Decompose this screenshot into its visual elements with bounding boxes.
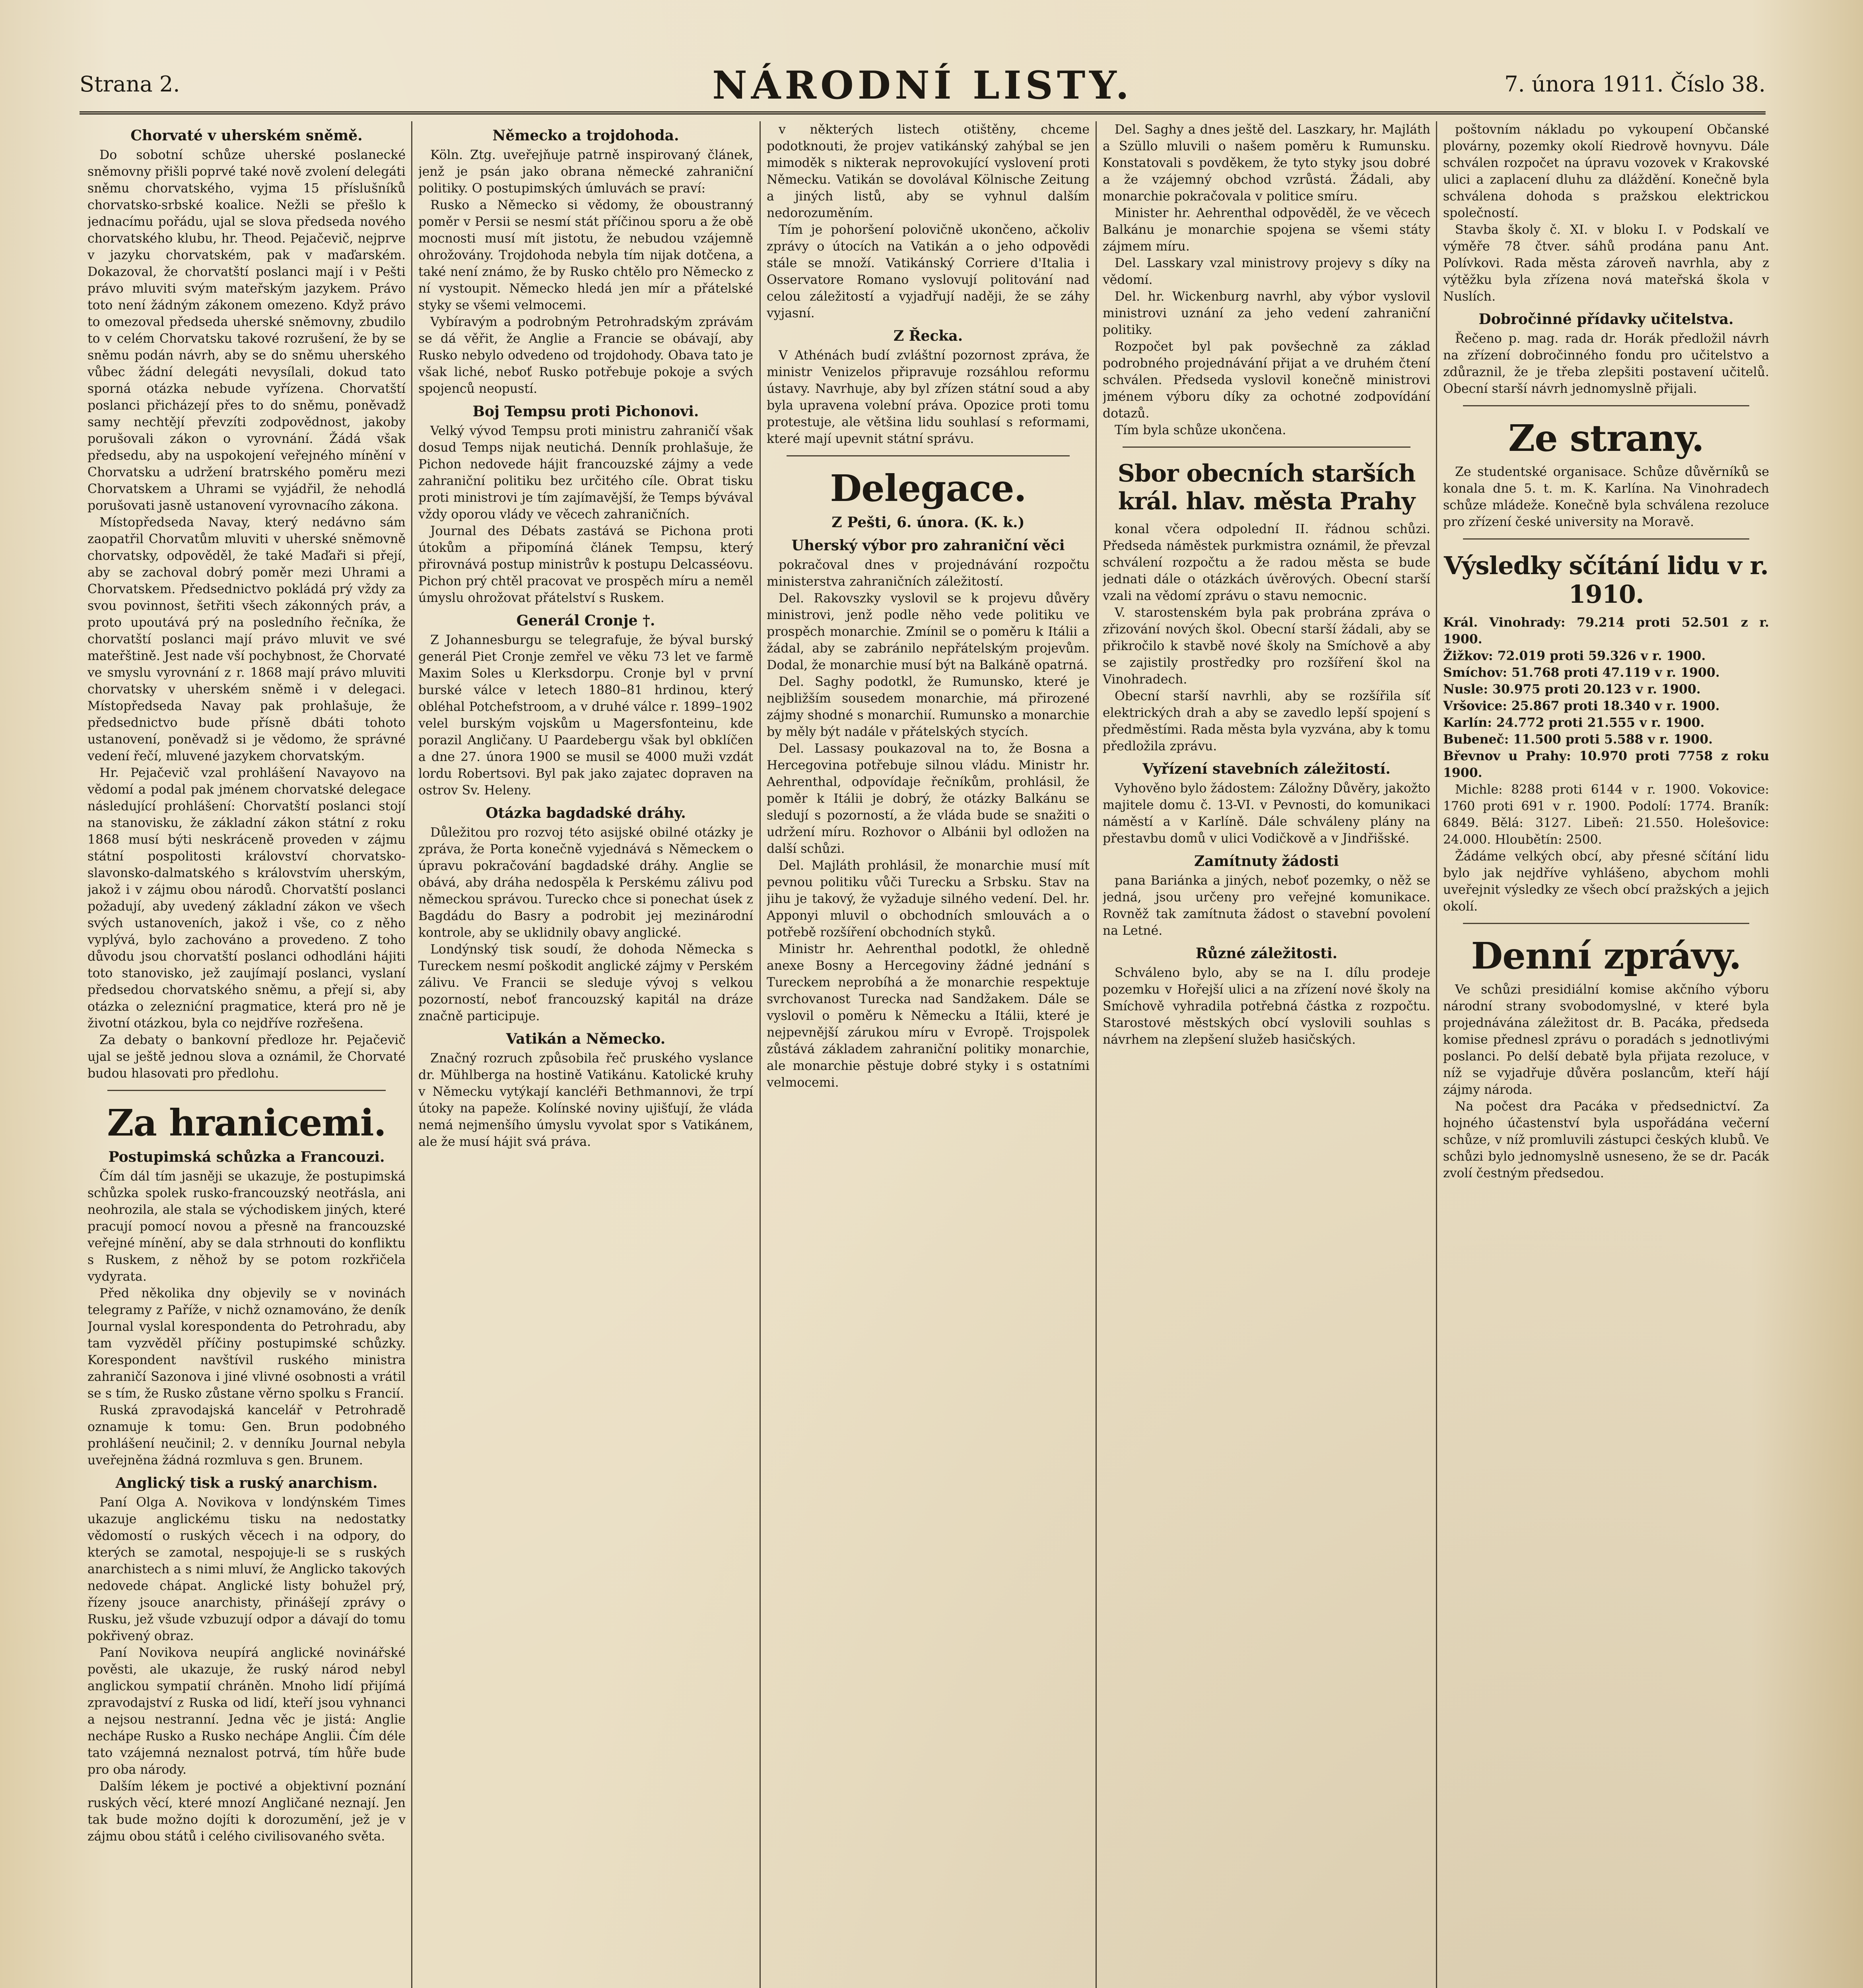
column-1	[87, 121, 406, 1988]
article-paragraph: Důležitou pro rozvoj této asijské obilné otázky je zpráva, že Porta konečně vyjednává s Německem o úpravu pokračování bagdadské dráhy. Anglie se obává, aby dráha nedospěla k Perskému zálivu pod německou správou. Turecko chce si ponechat úsek z Bagdádu do Basry a podrobit jej mezinárodní kontrole, aby se uklidnily obavy anglické.	[418, 825, 753, 940]
masthead-title: NÁRODNÍ LISTY.	[712, 63, 1133, 108]
article-paragraph: Hr. Pejačevič vzal prohlášení Navayovo na vědomí a podal pak jménem chorvatské delegace následující prohlášení: Chorvatští poslanci stojí na stanovisku, že základní zákon státní z roku 1868 musí býti neskráceně proveden v zájmu státní pospolitosti království chorvatsko-slavonsko-dalmatského s královstvím uherským, jakož i v zájmu obou národů. Chorvatští poslanci požadují, aby uvedený základní zákon ve všech svých ustanoveních, jakož i vše, co z něho vyplývá, bylo zachováno a provedeno. Z toho důvodu jsou chorvatští poslanci odhodláni hájiti toto stanovisko, jež zaujímají poslanci, vyslaní předsedou chorvatského sněmu, a přejí si, aby otázka o zeleznićní pragmatice, která pro ně je životní otázkou, byla co nejdříve rozřešena.	[87, 766, 406, 1031]
dateline: Z Pešti, 6. února. (K. k.)	[831, 514, 1025, 531]
article-paragraph: Žádáme velkých obcí, aby přesné sčítání lidu bylo jak nejdříve vyhlášeno, abychom mohli uveřejnit výsledky ze všech obcí pražských a jejich okolí.	[1443, 849, 1769, 914]
article-paragraph: pana Bariánka a jiných, neboť pozemky, o něž se jedná, jsou určeny pro veřejné komunikace. Rovněž tak zamítnuta žádost o stavební povolení na Letné.	[1103, 874, 1430, 938]
section-title: Za hranicemi.	[107, 1101, 386, 1144]
column-rule	[1436, 121, 1437, 1988]
census-result: Karlín: 24.772 proti 21.555 v r. 1900.	[1443, 715, 1705, 730]
article-heading: Otázka bagdadské dráhy.	[486, 805, 686, 821]
section-divider	[1463, 923, 1749, 924]
census-results-list	[1443, 614, 1769, 781]
article-paragraph: V Athénách budí zvláštní pozornost zpráva, že ministr Venizelos připravuje rozsáhlou reformu ústavy. Navrhuje, aby byl zřízen státní soud a aby byla upravena volební práva. Opozice proti tomu protestuje, ale většina lidu souhlasí s reformami, které mají upevnit státní správu.	[767, 348, 1090, 446]
census-result: Žižkov: 72.019 proti 59.326 v r. 1900.	[1443, 648, 1706, 663]
article-heading: Vatikán a Německo.	[506, 1031, 666, 1047]
article-heading: Uherský výbor pro zahraniční věci	[791, 537, 1065, 554]
section-divider	[107, 1090, 386, 1091]
column-rule	[1096, 121, 1097, 1988]
article-paragraph: Za debaty o bankovní předloze hr. Pejačevič ujal se ještě jednou slova a oznámil, že Chorvaté budou hlasovati pro předlohu.	[87, 1033, 406, 1081]
section-title: Ze strany.	[1508, 417, 1704, 460]
page-number: Strana 2.	[80, 72, 180, 97]
article-heading: Vyřízení stavebních záležitostí.	[1142, 761, 1391, 777]
article-paragraph: Del. Saghy a dnes ještě del. Laszkary, hr. Majláth a Szüllo mluvili o našem poměru k Rumunsku. Konstatovali s povděkem, že tyto styky jsou dobré a že vzájemný obchod vzrůstá. Žádali, aby monarchie pokračovala v politice smíru.	[1103, 122, 1430, 204]
article-heading: Z Řecka.	[893, 328, 963, 344]
article-paragraph: Značný rozruch způsobila řeč pruského vyslance dr. Mühlberga na hostině Vatikánu. Katolické kruhy v Německu vytýkají kancléři Bethmannovi, že trpí útoky na papeže. Kolínské noviny ujišťují, že vláda nemá nejmenšího úmyslu vyvolat spor s Vatikánem, ale že musí hájit svá práva.	[418, 1051, 753, 1149]
section-divider	[1463, 538, 1749, 540]
census-result: Vršovice: 25.867 proti 18.340 v r. 1900.	[1443, 699, 1720, 713]
article-paragraph: Del. Lassasy poukazoval na to, že Bosna a Hercegovina potřebuje silnou vládu. Ministr hr. Aehrenthal, odpovídaje řečníkům, prohlásil, že poměr k Itálii je dobrý, že otázky Balkánu se sledují s pozorností, a že vláda bude se snažiti o udržení míru. Rozhovor o Albánii byl odložen na další schůzi.	[767, 742, 1090, 856]
issue-date: 7. února 1911. Číslo 38.	[1504, 72, 1766, 97]
column-5	[1443, 121, 1769, 1988]
article-paragraph: Do sobotní schůze uherské poslanecké sněmovny přišli poprvé také nově zvolení delegáti sněmu chorvatského, vyjma 15 příslušníků chorvatsko-srbské koalice. Nežli se přešlo k jednacímu pořádu, ujal se slova předseda nového chorvatského klubu, hr. Theod. Pejačevič, nejprve v jazyku chorvatském, pak v maďarském. Dokazoval, že chorvatští poslanci mají i v Pešti právo mluviti svým mateřským jazykem. Právo toto není žádným zákonem omezeno. Když právo to omezoval předseda uherské sněmovny, zbudilo to v celém Chorvatsku takové rozrušení, že by se sněmu podán návrh, aby se do sněmu uherského vůbec žádní delegáti nevysílali, dokud tato sporná otázka nebude vyřízena. Chorvatští poslanci přicházejí přes to do sněmu, poněvadž samy nechtějí převzíti zodpovědnost, jakoby porušovali zákon o vyrovnání. Žádá však předsedu, aby na uspokojení veřejného mínění v Chorvatsku a udržení bratrského poměru mezi Chorvatskem a Uhrami se vyjádřil, že nehodlá porušovati jasně ustanovení vyrovnacího zákona.	[87, 148, 406, 513]
section-divider	[1123, 447, 1410, 448]
article-paragraph: Obecní starší navrhli, aby se rozšířila síť elektrických drah a aby se zavedlo lepší spojení s předměstími. Rada města byla vyzvána, aby k tomu předložila zprávu.	[1103, 689, 1430, 753]
article-heading: Zamítnuty žádosti	[1194, 853, 1339, 870]
article-heading: Generál Cronje †.	[516, 612, 655, 629]
article-paragraph: Tím byla schůze ukončena.	[1115, 423, 1286, 437]
article-paragraph: Vyhověno bylo žádostem: Záložny Důvěry, jakožto majitele domu č. 13-VI. v Pevnosti, do komunikaci náměstí a v Karlíně. Dále schváleny plány na přestavbu domů v ulici Vodičkově a v Jindřišské.	[1103, 781, 1430, 846]
article-paragraph: poštovním nákladu po vykoupení Občanské plovárny, pozemky okolí Riedrově hovnyvu. Dále schválen rozpočet na úpravu vozovek v Krakovské ulici a zaplacení dluhu za dláždění. Konečně byla schválena dohoda s pražskou elektrickou společností.	[1443, 122, 1769, 220]
article-paragraph: Ruská zpravodajská kancelář v Petrohradě oznamuje k tomu: Gen. Brun podobného prohlášení neučinil; 2. v denníku Journal nebyla uveřejněna žádná rozmluva s gen. Brunem.	[87, 1403, 406, 1468]
column-4	[1103, 121, 1430, 1988]
article-paragraph: Paní Olga A. Novikova v londýnském Times ukazuje anglickému tisku na nedostatky vědomostí o ruských věcech i na odpory, do kterých se zamotal, nespojuje-li se s ruských anarchistech a s nimi mluví, že Anglicko takových nedovede chápat. Anglické listy bohužel prý, řízeny jsouce anarchisty, přinášejí zprávy o Rusku, jež všude vzbuzují odpor a dávají do tomu pokřivený obraz.	[87, 1495, 406, 1643]
article-paragraph: Před několika dny objevily se v novinách telegramy z Paříže, v nichž oznamováno, že deník Journal vyslal korespondenta do Petrohradu, aby tam vyzvěděl příčiny postupimské schůzky. Korespondent navštívil ruského ministra zahraničí Sazonova i jiné vlivné osobnosti a vrátil se s tím, že Rusko zůstane věrno spolku s Francií.	[87, 1286, 406, 1401]
census-result: Bubeneč: 11.500 proti 5.588 v r. 1900.	[1443, 732, 1713, 747]
article-heading: Postupimská schůzka a Francouzi.	[108, 1149, 385, 1165]
article-paragraph: Řečeno p. mag. rada dr. Horák předložil návrh na zřízení dobročinného fondu pro učitelstvo a zdůraznil, že je třeba zlepšiti postavení učitelů. Obecní starší návrh jednomyslně přijali.	[1443, 332, 1769, 396]
article-paragraph: Ve schůzi presidiální komise akčního výboru národní strany svobodomyslné, v které byla projednávána záležitost dr. B. Pacáka, předseda komise přednesl zprávu o poradách s jednotlivými poslanci. Po delší debatě byla přijata rezoluce, v níž se vyjadřuje důvěra poslancům, kteří hájí zájmy národa.	[1443, 982, 1769, 1097]
section-title: Denní zprávy.	[1471, 934, 1741, 977]
article-paragraph: Rusko a Německo si vědomy, že oboustranný poměr v Persii se nesmí stát příčinou sporu a že obě mocnosti musí mít jistotu, že nebudou vzájemně ohrožovány. Trojdohoda nebyla tím nijak dotčena, a také není známo, že by Rusko chtělo pro Německo z ní vystoupit. Německo hledá jen mír a přátelské styky se všemi velmocemi.	[418, 198, 753, 313]
article-paragraph: Velký vývod Tempsu proti ministru zahraničí však dosud Temps nijak neutichá. Denník prohlašuje, že Pichon nedovede hájit francouzské zájmy a vede zahraniční politiku bez určitého cíle. Obrat tisku proti ministrovi je tím zajímavější, že Temps bývával vždy oporou vlády ve věcech zahraničních.	[418, 424, 753, 522]
article-paragraph: Ministr hr. Aehrenthal podotkl, že ohledně anexe Bosny a Hercegoviny žádné jednání s Tureckem neprobíhá a že monarchie respektuje svrchovanost Turecka nad Sandžakem. Dále se vyslovil o poměru k Německu a Itálii, které je nejpevnější zárukou míru v Evropě. Trojspolek zůstává základem zahraniční politiky monarchie, ale monarchie pěstuje dobré styky i s ostatními velmocemi.	[767, 942, 1090, 1090]
section-title: Delegace.	[830, 467, 1026, 510]
section-divider	[787, 455, 1070, 456]
article-paragraph: V. starostenském byla pak probrána zpráva o zřizování nových škol. Obecní starší žádali, aby se přikročilo k stavbě nové školy na Smíchově a aby se zajistily prostředky pro rozšíření škol na Vinohradech.	[1103, 606, 1430, 687]
article-paragraph: Minister hr. Aehrenthal odpověděl, že ve věcech Balkánu je monarchie spojena se všemi státy zájmem míru.	[1103, 206, 1430, 254]
article-paragraph: Na počest dra Pacáka v předsednictví. Za hojného účastenství byla uspořádána večerní schůze, v níž promluvili zástupci českých klubů. Ve schůzi bylo jednomyslně usneseno, že se dr. Pacák zvolí čestným předsedou.	[1443, 1099, 1769, 1180]
column-2	[418, 121, 753, 1988]
article-paragraph: Paní Novikova neupírá anglické novinářské pověsti, ale ukazuje, že ruský národ nebyl anglickou sympatií chráněn. Mnoho lidí přijímá zpravodajství z Ruska od lidí, kteří jsou vyhnanci a nejsou nestranní. Jedna věc je jistá: Anglie nechápe Rusko a Rusko nechápe Anglii. Čím déle tato vzájemná neznalost potrvá, tím hůře bude pro oba národy.	[87, 1646, 406, 1777]
article-paragraph: konal včera odpolední II. řádnou schůzi. Předseda náměstek purkmistra oznámil, že převzal schválení rozpočtu a že radou města se bude jednati dále o otázkách úvěrových. Obecní starší vzali na vědomí zprávu o stavu nemocnic.	[1103, 522, 1430, 603]
article-heading: Chorvaté v uherském sněmě.	[130, 127, 363, 144]
article-paragraph: Del. Lasskary vzal ministrovy projevy s díky na vědomí.	[1103, 256, 1430, 287]
article-paragraph: Čím dál tím jasněji se ukazuje, že postupimská schůzka spolek rusko-francouzský neotřásla, ani neohrozila, ale stala se východiskem jiných, které pracují pomocí novou a přesně na francouzské veřejné mínění, aby se dala strhnouti do konfliktu s Ruskem, z něhož by se potom rozkřičela vydyrata.	[87, 1169, 406, 1284]
census-result: Smíchov: 51.768 proti 47.119 v r. 1900.	[1443, 665, 1720, 680]
article-paragraph: Michle: 8288 proti 6144 v r. 1900. Vokovice: 1760 proti 691 v r. 1900. Podolí: 1774. Braník: 6849. Bělá: 3127. Libeň: 21.550. Holešovice: 24.000. Hloubětín: 2500.	[1443, 782, 1769, 847]
article-paragraph: Köln. Ztg. uveřejňuje patrně inspirovaný článek, jenž je psán jako obrana německé zahraniční politiky. O postupimských úmluvách se praví:	[418, 148, 753, 196]
article-paragraph: Journal des Débats zastává se Pichona proti útokům a připomíná článek Tempsu, který přirovnává postup ministrův k postupu Delcasséovu. Pichon prý chtěl pracovat ve prospěch míru a neměl úmyslu ohrožovat přátelství s Ruskem.	[418, 524, 753, 605]
article-paragraph: Místopředseda Navay, který nedávno sám zaopatřil Chorvatům mluviti v uherské sněmovně chorvatsky, odpověděl, že také Maďaři si přejí, aby se zachoval dobrý poměr mezi Uhrami a Chorvatskem. Předsednictvo pokládá prý vždy za svou povinnost, šetřiti všech zákonných práv, a proto upoutává prý na posledního řečníka, že chorvatští poslanci mají právo mluvit ve své mateřštině. Jest nade vší pochybnost, že Chorvaté ve smyslu vyrovnání z r. 1868 mají právo mluviti chorvatsky v uherském sněmě i v delegaci. Místopředseda Navay pak prohlašuje, že předsednictvo bude přísně dbáti tohoto ustanovení, poněvadž si je vědomo, že správné vedení řečí, mluvené jazykem chorvatským.	[87, 515, 406, 763]
column-rule	[760, 121, 761, 1988]
article-paragraph: Del. Rakovszky vyslovil se k projevu důvěry ministrovi, jenž podle něho vede politiku ve prospěch monarchie. Zmínil se o poměru k Itálii a žádal, aby se zabránilo nepřátelským projevům. Dodal, že monarchie musí být na Balkáně opatrná.	[767, 591, 1090, 672]
article-paragraph: Del. hr. Wickenburg navrhl, aby výbor vyslovil ministrovi uznání za jeho vedení zahraniční politiky.	[1103, 289, 1430, 337]
column-3	[767, 121, 1090, 1988]
article-paragraph: Tím je pohoršení polovičně ukončeno, ačkoliv zprávy o útocích na Vatikán a o jeho odpovědi stále se množí. Vatikánský Corriere d'Italia i Osservatore Romano vyslovují politování nad celou záležitostí a vyjadřují naději, že se záhy vyjasní.	[767, 223, 1090, 320]
article-paragraph: v některých listech otištěny, chceme podotknouti, že projev vatikánský zahýbal se jen mimoděk s nikterak neprovokující vyslovení proti Německu. Vatikán se dovolával Kölnische Zeitung a jiných listů, aby se vyhnul dalším nedorozuměním.	[767, 122, 1090, 220]
article-heading: Dobročinné přídavky učitelstva.	[1478, 311, 1734, 328]
census-result: Král. Vinohrady: 79.214 proti 52.501 z r. 1900.	[1443, 615, 1769, 646]
article-paragraph: Schváleno bylo, aby se na I. dílu prodeje pozemku v Hořejší ulici a na zřízení nové školy na Smíchově vyhradila potřebná částka z rozpočtu. Starostové městských obcí vyslovili souhlas s návrhem na zlepšení služeb hasičských.	[1103, 966, 1430, 1047]
article-paragraph: Dalším lékem je poctivé a objektivní poznání ruských věcí, které mnozí Angličané neznají. Jen tak bude možno dojíti k dorozumění, jež je v zájmu obou států i celého civilisovaného světa.	[87, 1779, 406, 1844]
section-divider	[1463, 405, 1749, 406]
census-result: Břevnov u Prahy: 10.970 proti 7758 z roku 1900.	[1443, 749, 1769, 780]
article-paragraph: Londýnský tisk soudí, že dohoda Německa s Tureckem nesmí poškodit anglické zájmy v Perském zálivu. Ve Francii se sleduje vývoj s velkou pozorností, neboť francouzský kapitál na dráze značně participuje.	[418, 942, 753, 1023]
article-paragraph: Vybíravým a podrobným Petrohradským zprávám se dá věřit, že Anglie a Francie se obávají, aby Rusko nebylo odvedeno od trojdohody. Obava tato je však liché, neboť Rusko potřebuje pokoje a svých spojenců neopustí.	[418, 315, 753, 396]
masthead-bar	[80, 60, 1766, 115]
column-rule	[411, 121, 412, 1988]
section-title: Výsledky sčítání lidu v r. 1910.	[1444, 551, 1768, 609]
article-heading: Různé záležitosti.	[1195, 945, 1338, 962]
article-paragraph: Ze studentské organisace. Schůze důvěrníků se konala dne 5. t. m. K. Karlína. Na Vinohradech schůze mládeže. Konečně byla schválena rezoluce pro zřízení české university na Moravě.	[1443, 465, 1769, 529]
section-title: Sbor obecních starších král. hlav. města Prahy	[1117, 460, 1416, 515]
census-result: Nusle: 30.975 proti 20.123 v r. 1900.	[1443, 682, 1701, 697]
article-paragraph: Del. Saghy podotkl, že Rumunsko, které je nejbližším sousedem monarchie, má přirozené zájmy shodné s monarchií. Rumunsko a monarchie by měly být nadále v přátelských stycích.	[767, 675, 1090, 739]
article-paragraph: Rozpočet byl pak povšechně za základ podrobného projednávání přijat a ve druhém čtení schválen. Předseda vyslovil konečně ministrovi jménem výboru díky za ochotné zodpovídání dotazů.	[1103, 340, 1430, 421]
article-paragraph: pokračoval dnes v projednávání rozpočtu ministerstva zahraničních záležitostí.	[767, 558, 1090, 589]
article-paragraph: Z Johannesburgu se telegrafuje, že býval burský generál Piet Cronje zemřel ve věku 73 let ve farmě Maxim Soles u Klerksdorpu. Cronje byl v první burské válce v letech 1880–81 hrdinou, který obléhal Potchefstroom, a v druhé válce r. 1899–1902 velel burským vojskům u Magersfonteinu, kde porazil Angličany. U Paardebergu však byl obklíčen a dne 27. února 1900 se musil se 4000 muži vzdát lordu Robertsovi. Byl pak jako zajatec dopraven na ostrov Sv. Heleny.	[418, 633, 753, 798]
article-paragraph: Stavba školy č. XI. v bloku I. v Podskalí ve výměře 78 čtver. sáhů prodána panu Ant. Polívkovi. Rada města zároveň navrhla, aby z výtěžku byla zřízena nová mateřská škola v Nuslích.	[1443, 223, 1769, 304]
article-heading: Boj Tempsu proti Pichonovi.	[472, 403, 699, 420]
article-heading: Anglický tisk a ruský anarchism.	[115, 1475, 378, 1491]
article-heading: Německo a trojdohoda.	[492, 127, 679, 144]
article-paragraph: Del. Majláth prohlásil, že monarchie musí mít pevnou politiku vůči Turecku a Srbsku. Stav na jihu je takový, že vyžaduje silného vedení. Del. hr. Apponyi mluvil o obchodních smlouvách a o potřebě rozšíření obchodních styků.	[767, 858, 1090, 940]
